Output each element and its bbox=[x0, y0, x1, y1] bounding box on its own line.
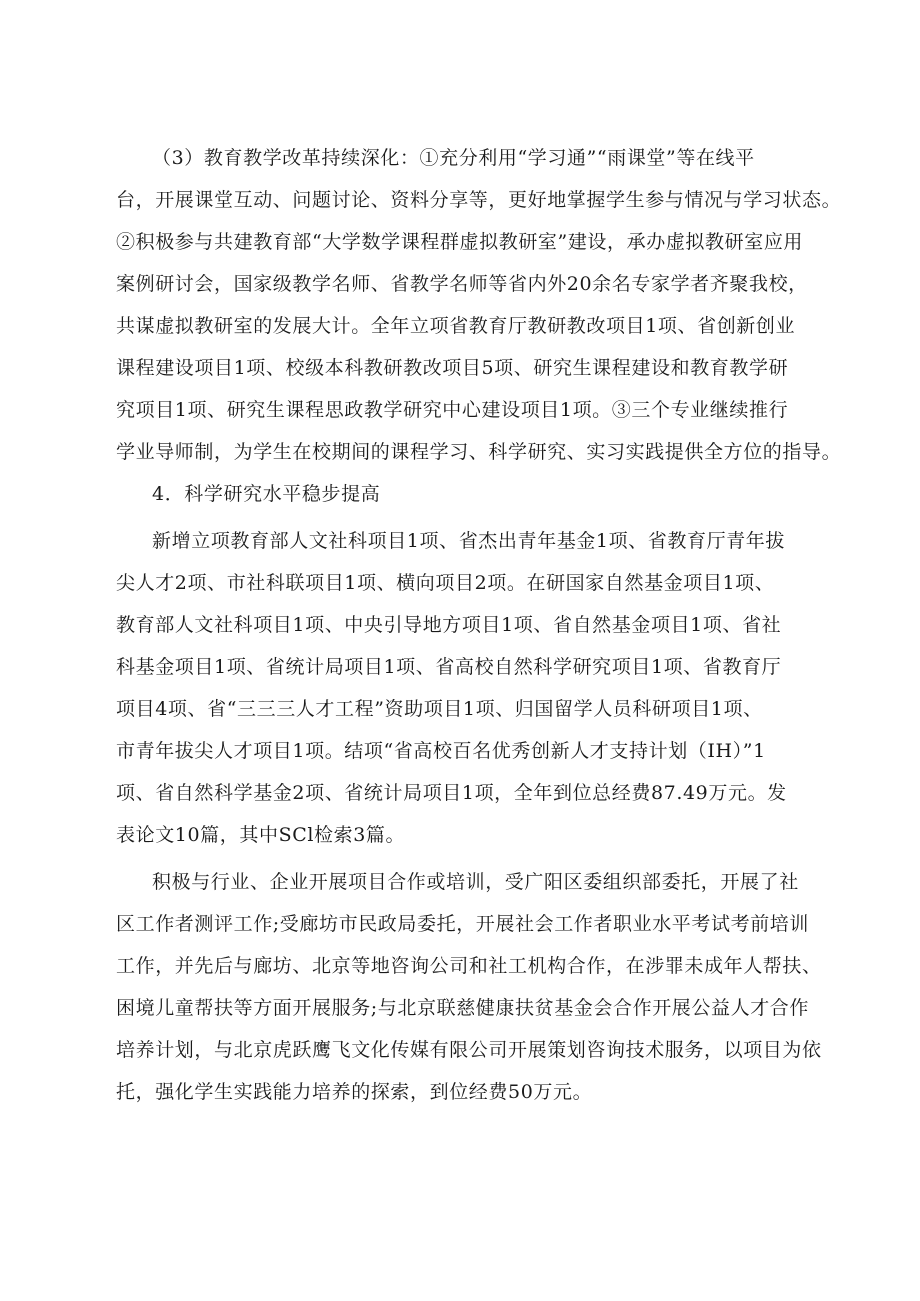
section4-heading: 4．科学研究水平稳步提高 bbox=[152, 483, 381, 505]
section3-line-6: 课程建设项目1项、校级本科教研教改项目5项、研究生课程建设和教育教学研 bbox=[116, 357, 789, 379]
section4-para1-line-3: 教育部人文社科项目1项、中央引导地方项目1项、省自然基金项目1项、省社 bbox=[116, 614, 782, 636]
section4-para2-line-6: 托，强化学生实践能力培养的探索，到位经费50万元。 bbox=[116, 1081, 593, 1103]
section3-line-7: 究项目1项、研究生课程思政教学研究中心建设项目1项。③三个专业继续推行 bbox=[116, 399, 789, 421]
section4-para2-line-4: 困境儿童帮扶等方面开展服务;与北京联慈健康扶贫基金会合作开展公益人才合作 bbox=[116, 997, 810, 1019]
section3-line-8: 学业导师制，为学生在校期间的课程学习、科学研究、实习实践提供全方位的指导。 bbox=[116, 441, 842, 463]
section4-para2-line-2: 区工作者测评工作;受廊坊市民政局委托，开展社会工作者职业水平考试考前培训 bbox=[116, 913, 810, 935]
section4-para1-line-6: 市青年拔尖人才项目1项。结项“省高校百名优秀创新人才支持计划（IH）”1 bbox=[116, 740, 766, 762]
section4-para1-line-4: 科基金项目1项、省统计局项目1项、省高校自然科学研究项目1项、省教育厅 bbox=[116, 656, 782, 678]
section4-para1-line-8: 表论文10篇，其中SCl检索3篇。 bbox=[116, 824, 406, 846]
section3-line-2: 台，开展课堂互动、问题讨论、资料分享等，更好地掌握学生参与情况与学习状态。 bbox=[116, 189, 842, 211]
section4-para1-line-2: 尖人才2项、市社科联项目1项、横向项目2项。在研国家自然基金项目1项、 bbox=[116, 572, 775, 594]
section3-line-1: （3）教育教学改革持续深化：①充分利用“学习通”“雨课堂”等在线平 bbox=[152, 147, 755, 169]
section4-para1-line-7: 项、省自然科学基金2项、省统计局项目1项，全年到位总经费87.49万元。发 bbox=[116, 782, 787, 804]
section4-para2-line-5: 培养计划，与北京虎跃鹰飞文化传媒有限公司开展策划咨询技术服务，以项目为依 bbox=[116, 1039, 822, 1061]
section4-para2-line-3: 工作，并先后与廊坊、北京等地咨询公司和社工机构合作，在涉罪未成年人帮扶、 bbox=[116, 955, 822, 977]
section4-para2-line-1: 积极与行业、企业开展项目合作或培训，受广阳区委组织部委托，开展了社 bbox=[152, 871, 799, 893]
section4-para1-line-1: 新增立项教育部人文社科项目1项、省杰出青年基金1项、省教育厅青年拔 bbox=[152, 530, 785, 552]
section3-line-4: 案例研讨会，国家级教学名师、省教学名师等省内外20余名专家学者齐聚我校， bbox=[116, 273, 808, 295]
section3-line-3: ②积极参与共建教育部“大学数学课程群虚拟教研室”建设，承办虚拟教研室应用 bbox=[116, 231, 804, 253]
section3-line-5: 共谋虚拟教研室的发展大计。全年立项省教育厅教研教改项目1项、省创新创业 bbox=[116, 315, 796, 337]
section4-para1-line-5: 项目4项、省“三三三人才工程”资助项目1项、归国留学人员科研项目1项、 bbox=[116, 698, 763, 720]
